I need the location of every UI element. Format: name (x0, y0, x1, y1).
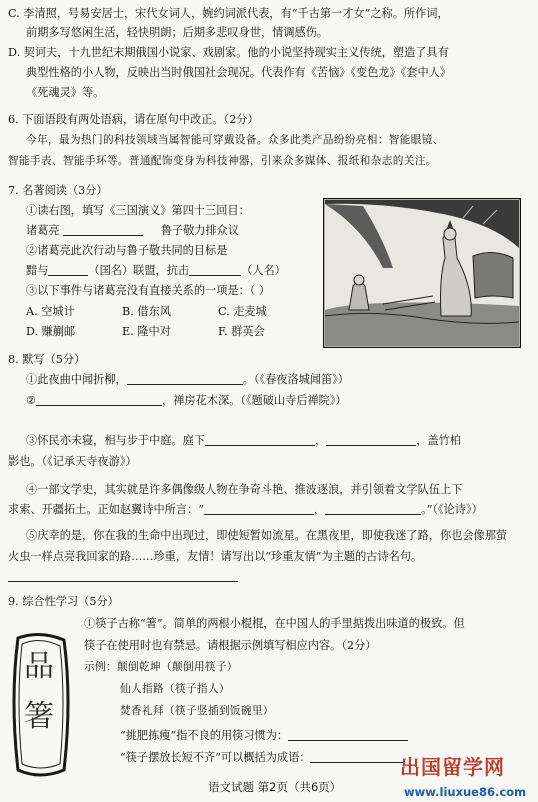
q9-item-1-line-2: 筷子在使用时也有禁忌。请根据示例填写相应内容。（2分） (84, 639, 377, 652)
q8-blank-7[interactable] (8, 569, 238, 582)
watermark-text: 出国留学网 (400, 755, 505, 779)
q7-l4c: （人名） (241, 264, 286, 277)
q7-option-d[interactable]: D. 赚蒯邮 (26, 325, 76, 338)
q9-title: 9. 综合性学习（5分） (8, 595, 119, 608)
q8-blank-3[interactable] (205, 433, 315, 446)
q8-l1b: 。（《春夜洛城闻笛》） (242, 373, 349, 386)
q8-item-3 (26, 431, 461, 450)
q8-l3b: ， (315, 434, 327, 447)
q8-item-3-line-2: 影也。（《记承天寺夜游》） (8, 455, 137, 468)
q9-blank-1[interactable] (288, 728, 408, 741)
q7-item-3: ③以下事件与诸葛亮没有直接关系的一项是：（ ） (26, 284, 271, 297)
q7-l4a: 黯与 (26, 264, 49, 277)
q7-option-a[interactable]: A. 空城计 (26, 305, 75, 318)
q8-l6b: ， (313, 503, 326, 516)
q6-passage-line-2: 智能手表、智能手环等。普通配饰变身为科技神器，引来众多媒体、报纸和杂志的关注。 (8, 155, 437, 167)
q7-option-e[interactable]: E. 隆中对 (122, 325, 171, 338)
q8-title: 8. 默写（5分） (8, 353, 86, 366)
q7-name-label: 诸葛亮 (26, 224, 60, 237)
q9-item-1-line-1: ①筷子古称“箸”。简单的两根小棍棍，在中国人的手里掂拨出味道的极致。但 (84, 617, 465, 630)
three-kingdoms-illustration (323, 198, 521, 348)
q9-blank-2[interactable] (310, 750, 404, 763)
seal-char-1: 品 (24, 649, 54, 684)
q9-example-2: 仙人指路（筷子指人） (120, 683, 230, 695)
q7-option-b[interactable]: B. 借东风 (122, 305, 171, 318)
q8-l2b: ，禅房花木深。（《题破山寺后禅院》） (162, 394, 347, 407)
seal-char-2: 箸 (24, 699, 54, 734)
option-c-line-1: C. 李清照，号易安居士，宋代女词人，婉约词派代表，有“千古第一才女”之称。所作词， (8, 7, 449, 20)
q8-item-5-line-2: 火虫一样点亮我回家的路……珍重，友情！请写出以“珍重友情”为主题的古诗名句。 (8, 550, 423, 563)
q7-blank-chapter[interactable] (63, 223, 143, 236)
q8-blank-2[interactable] (36, 393, 162, 406)
q7-options-row-1 (26, 302, 267, 321)
q8-l3a: ③怀民亦未寝，相与步于中庭。庭下 (26, 434, 206, 447)
q9-item-2 (120, 726, 408, 745)
q7-option-c[interactable]: C. 走麦城 (218, 305, 267, 318)
watermark-url: www.liuxue86.com (404, 785, 527, 799)
q9-l4: “筷子摆放长短不齐”可以概括为成语： (120, 751, 311, 764)
q8-blank-6[interactable] (325, 502, 421, 515)
q7-item-2: ②诸葛亮此次行动与鲁子敬共同的目标是 (26, 244, 228, 257)
q8-l6a: 求索、开疆拓土。正如赵翼诗中所言：“ (8, 503, 204, 516)
q8-item-4-line-1: ④一部文学史，其实就是许多偶像级人物在争奇斗艳、推波逐浪，并引领着文学队伍上下 (26, 483, 463, 496)
q7-options-row-2 (26, 322, 265, 341)
option-d-line-2: 典型性格的小人物，反映出当时俄国社会现况。代表作有《苦恼》《变色龙》《套中人》 (26, 66, 452, 79)
q9-item-3 (120, 748, 404, 767)
q7-blank-country[interactable] (48, 263, 88, 276)
q8-blank-1[interactable] (127, 372, 243, 385)
q8-item-1 (26, 370, 349, 389)
q9-example-text-1: 颠倒乾坤（颠倒用筷子） (116, 661, 238, 673)
q6-passage-line-1: 今年，最为热门的科技领域当属智能可穿戴设备。众多此类产品纷纷亮相：智能眼镜、 (26, 134, 444, 146)
option-d-line-3: 《死魂灵》等。 (26, 86, 105, 99)
q8-blank-5[interactable] (204, 502, 314, 515)
q9-example-label: 示例： (84, 661, 117, 673)
q7-item-1: ①读右图，填写《三国演义》第四十三回目： (26, 204, 250, 217)
option-c-line-2: 前期多写悠闲生活，轻快明朗；后期多悲叹身世，情调感伤。 (26, 26, 329, 39)
q7-blank-person[interactable] (189, 263, 241, 276)
q7-chapter-rest: 鲁子敬力排众议 (160, 224, 240, 237)
q8-item-2: ② ，禅房花木深。（《题破山寺后禅院》） (26, 394, 347, 407)
q8-blank-4[interactable] (326, 433, 416, 446)
option-d-line-1: D. 契诃夫，十九世纪末期俄国小说家、戏剧家。他的小说坚持现实主义传统，塑造了具有 (8, 46, 449, 59)
q7-item-2-answer (26, 261, 286, 280)
q8-l1a: ①此夜曲中闻折柳， (26, 373, 127, 386)
q7-item-1-answer (26, 221, 239, 240)
q9-l3: “挑肥拣瘦”指不良的用筷习惯为： (120, 729, 289, 742)
q8-l3c: ，盖竹柏 (416, 434, 461, 447)
q8-l6c: 。”（《论诗》） (421, 503, 483, 516)
q7-option-f[interactable]: F. 群英会 (218, 325, 265, 338)
q9-example-3: 焚香礼拜（筷子竖插到饭碗里） (120, 705, 274, 717)
q8-item-4-line-2 (8, 500, 483, 519)
page-footer: 语文试题 第2页（共6页） (208, 780, 342, 794)
q8-item-5-answer (8, 567, 238, 586)
q6-prompt: 6. 下面语段有两处语病，请在原句中改正。（2分） (8, 113, 259, 126)
q7-l4b: （国名）联盟，抗击 (88, 264, 190, 277)
q9-example-1 (84, 658, 238, 677)
q7-title: 7. 名著阅读（3分） (8, 184, 108, 197)
q8-item-5-line-1: ⑤庆幸的是，你在我的生命中出现过，即使短暂如流星。在黑夜里，即使我迷了路，你也会像那萤 (26, 529, 508, 542)
